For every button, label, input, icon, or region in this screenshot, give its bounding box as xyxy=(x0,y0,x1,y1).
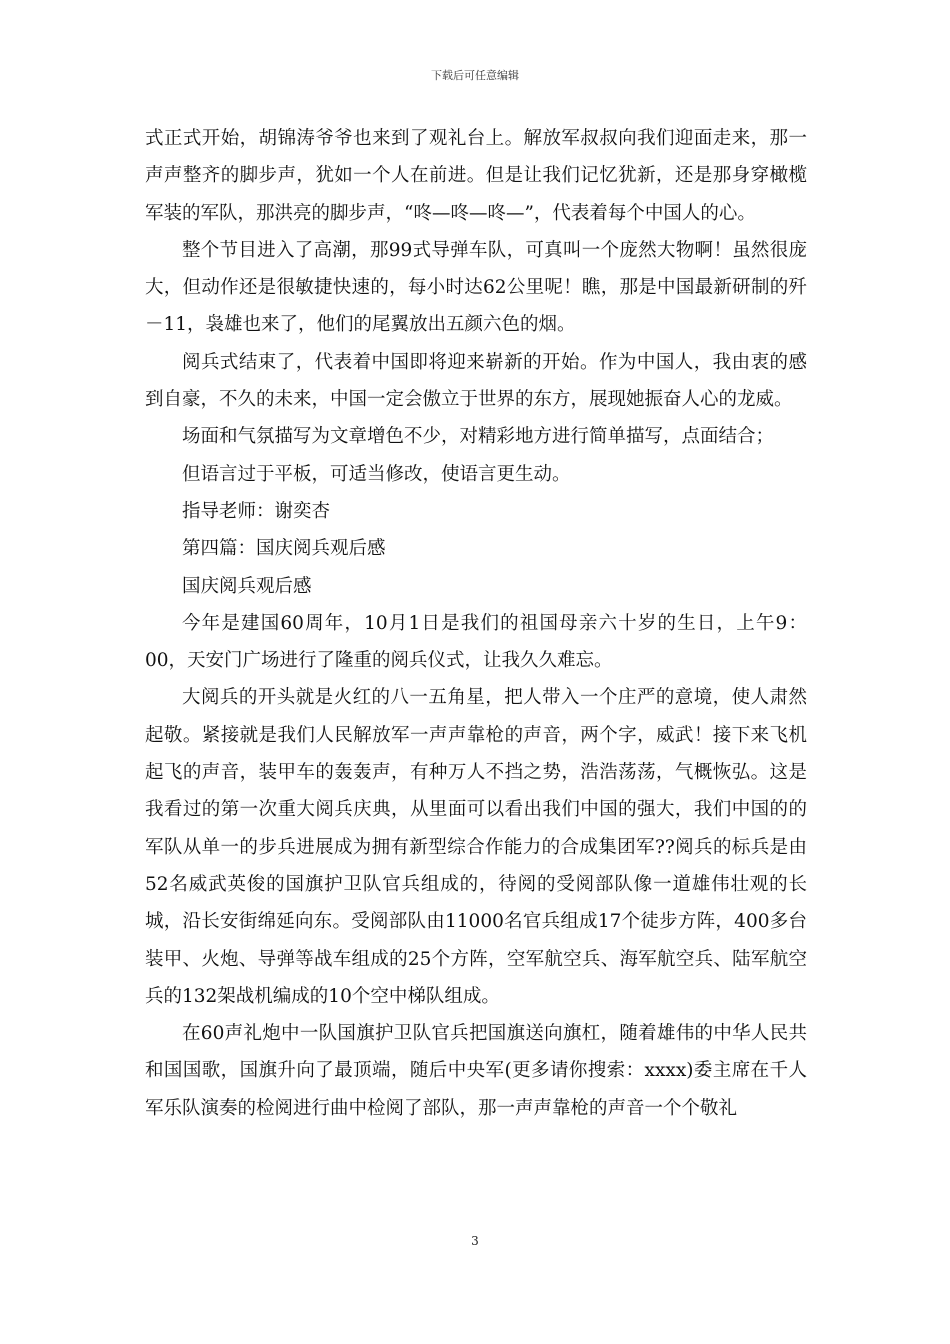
article-title: 国庆阅兵观后感 xyxy=(182,575,312,597)
paragraph: 但语言过于平板，可适当修改，使语言更生动。 xyxy=(182,463,571,485)
document-body xyxy=(145,120,807,1127)
paragraph: 整个节目进入了高潮，那99式导弹车队，可真叫一个庞然大物啊！虽然很庞大，但动作还是很敏捷快速的，每小时达62公里呢！瞧，那是中国最新研制的歼－11，袅雄也来了，他们的尾翼放出五颜六色的烟。 xyxy=(145,239,807,336)
page-header: 下载后可任意编辑 xyxy=(431,69,519,82)
paragraph: 场面和气氛描写为文章增色不少，对精彩地方进行简单描写，点面结合； xyxy=(182,426,775,448)
paragraph: 今年是建国60周年，10月1日是我们的祖国母亲六十岁的生日，上午9：00，天安门广场进行了隆重的阅兵仪式，让我久久难忘。 xyxy=(145,612,807,672)
paragraph: 大阅兵的开头就是火红的八一五角星，把人带入一个庄严的意境，使人肃然起敬。紧接就是我们人民解放军一声声靠枪的声音，两个字，威武！接下来飞机起飞的声音，装甲车的轰轰声，有种万人不挡之势，浩浩荡荡，气概恢弘。这是我看过的第一次重大阅兵庆典，从里面可以看出我们中国的强大，我们中国的的军队从单一的步兵进展成为拥有新型综合作能力的合成集团军??阅兵的标兵是由52名威武英俊的国旗护卫队官兵组成的，待阅的受阅部队像一道雄伟壮观的长城，沿长安街绵延向东。受阅部队由11000名官兵组成17个徒步方阵，400多台装甲、火炮、导弹等战车组成的25个方阵，空军航空兵、海军航空兵、陆军航空兵的132架战机编成的10个空中梯队组成。 xyxy=(145,687,807,1007)
page-number: 3 xyxy=(471,1234,479,1248)
section-heading: 第四篇：国庆阅兵观后感 xyxy=(182,538,386,560)
paragraph: 在60声礼炮中一队国旗护卫队官兵把国旗送向旗杠，随着雄伟的中华人民共和国国歌，国旗升向了最顶端，随后中央军(更多请你搜索：xxxx)委主席在千人军乐队演奏的检阅进行曲中检阅了部队，那一声声靠枪的声音一个个敬礼 xyxy=(145,1023,807,1119)
paragraph: 指导老师：谢奕杏 xyxy=(182,500,331,522)
paragraph: 式正式开始，胡锦涛爷爷也来到了观礼台上。解放军叔叔向我们迎面走来，那一声声整齐的脚步声，犹如一个人在前进。但是让我们记忆犹新，还是那身穿橄榄军装的军队，那洪亮的脚步声，“咚—咚—咚—”，代表着每个中国人的心。 xyxy=(145,128,807,224)
paragraph: 阅兵式结束了，代表着中国即将迎来崭新的开始。作为中国人，我由衷的感到自豪，不久的未来，中国一定会傲立于世界的东方，展现她振奋人心的龙威。 xyxy=(145,351,807,411)
